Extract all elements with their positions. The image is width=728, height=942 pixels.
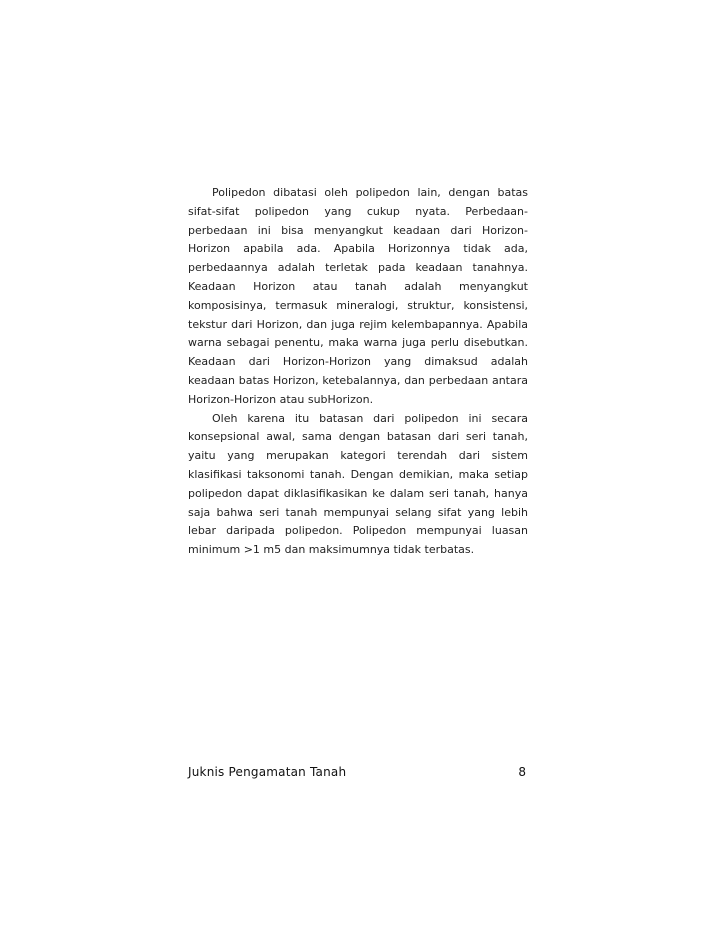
body-text [188, 184, 528, 560]
footer-title: Juknis Pengamatan Tanah [188, 765, 347, 779]
paragraph-1: Polipedon dibatasi oleh polipedon lain, dengan batas sifat-sifat polipedon yang cukup nyata. Perbedaan-perbedaan ini bisa menyangkut keadaan dari Horizon-Horizon apabila ada. Apabila Horizonnya tidak ada, perbedaannya adalah terletak pada keadaan tanahnya. Keadaan Horizon atau tanah adalah menyangkut komposisinya, termasuk mineralogi, struktur, konsistensi, tekstur dari Horizon, dan juga rejim kelembapannya. Apabila warna sebagai penentu, maka warna juga perlu disebutkan. Keadaan dari Horizon-Horizon yang dimaksud adalah keadaan batas Horizon, ketebalannya, dan perbedaan antara Horizon-Horizon atau subHorizon. [188, 186, 528, 406]
paragraph-2: Oleh karena itu batasan dari polipedon ini secara konsepsional awal, sama dengan batasan dari seri tanah, yaitu yang merupakan kategori terendah dari sistem klasifikasi taksonomi tanah. Dengan demikian, maka setiap polipedon dapat diklasifikasikan ke dalam seri tanah, hanya saja bahwa seri tanah mempunyai selang sifat yang lebih lebar daripada polipedon. Polipedon mempunyai luasan minimum >1 m5 dan maksimumnya tidak terbatas. [188, 411, 528, 557]
page-footer [188, 765, 526, 779]
page-number: 8 [518, 765, 526, 779]
